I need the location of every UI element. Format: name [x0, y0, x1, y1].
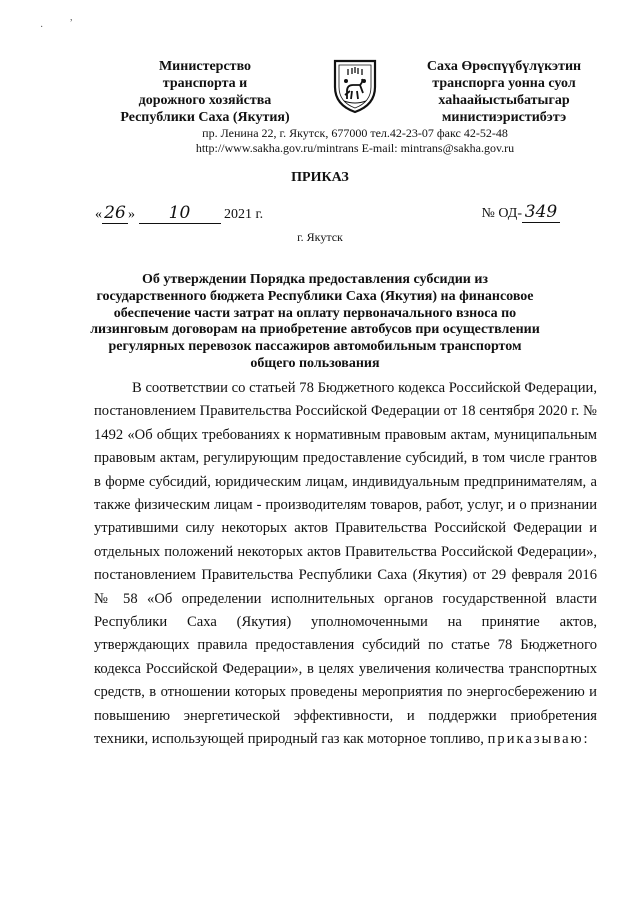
- order-number: [482, 202, 560, 223]
- date-year: 2021 г.: [224, 207, 264, 222]
- ministry-name-sakha-line: Саха Өрөспүүбүлүкэтин: [426, 59, 582, 74]
- corner-mark: ,: [70, 12, 73, 23]
- ministry-name-ru: [100, 58, 310, 126]
- order-body-text: В соответствии со статьей 78 Бюджетного кодекса Российской Федерации, постановлением Правительства Российской Федерации от 18 сентября 2020 г. № 1492 «Об общих требованиях к нормативным правовым актам, муниципальным правовым актам, регулирующим предоставление субсидий, в том числе грантов в форме субсидий, юридическим лицам, индивидуальным предпринимателям, а также физическим лицам - производителям товаров, работ, услуг, и о признании утратившими силу некоторых актов Правительства Российской Федерации и отдельных положений некоторых актов Правительства Российской Федерации», постановлением Правительства Республики Саха (Якутия) от 29 февраля 2016 № 58 «Об определении исполнительных органов государственной власти Республики Саха (Якутия) уполномоченными на принятие актов, утверждающих правила предоставления субсидий по статье 78 Бюджетного кодекса Российской Федерации», в целях увеличения количества транспортных средств, в отношении которых проведены мероприятия по энергосбережению и повышению энергетической эффективности, и поддержки приобретения техники, использующей природный газ как моторное топливо,: [94, 380, 597, 748]
- ministry-name-ru-line: Республики Саха (Якутия): [120, 110, 290, 125]
- order-body: [94, 377, 597, 752]
- handwritten-month: 10: [139, 203, 221, 224]
- ministry-name-ru-line: транспорта и: [162, 76, 248, 91]
- order-command: приказываю:: [487, 731, 590, 748]
- date-close-quote: »: [128, 207, 135, 222]
- ministry-name-ru-line: Министерство: [158, 59, 252, 74]
- ministry-name-ru-line: дорожного хозяйства: [138, 93, 272, 108]
- handwritten-order-number: 349: [522, 202, 560, 223]
- order-number-prefix: № ОД-: [481, 206, 522, 221]
- ministry-name-sakha-line: хаһаайыстыбатыгар: [438, 93, 570, 108]
- ministry-contacts: http://www.sakha.gov.ru/mintrans E-mail: mintrans@sakha.gov.ru: [195, 141, 515, 155]
- handwritten-day: 26: [102, 203, 128, 224]
- order-city: г. Якутск: [297, 230, 343, 244]
- ministry-name-sakha: [408, 58, 600, 126]
- ministry-address: пр. Ленина 22, г. Якутск, 677000 тел.42-23-07 факс 42-52-48: [202, 126, 508, 140]
- ministry-name-sakha-line: министиэристибэтэ: [441, 110, 567, 125]
- order-subject: Об утверждении Порядка предоставления субсидии из государственного бюджета Республики Саха (Якутия) на финансовое обеспечение части затрат на оплату первоначального взноса по лизинговым договорам на приобретение автобусов при осуществлении регулярных перевозок пассажиров автомобильным транспортом общего пользования: [90, 272, 540, 371]
- coat-of-arms-emblem-icon: [330, 55, 380, 115]
- order-title: ПРИКАЗ: [291, 170, 349, 185]
- ministry-name-sakha-line: транспорга уонна суол: [432, 76, 576, 91]
- order-date: [95, 203, 263, 224]
- date-open-quote: «: [95, 207, 102, 222]
- corner-mark: ·: [40, 22, 44, 33]
